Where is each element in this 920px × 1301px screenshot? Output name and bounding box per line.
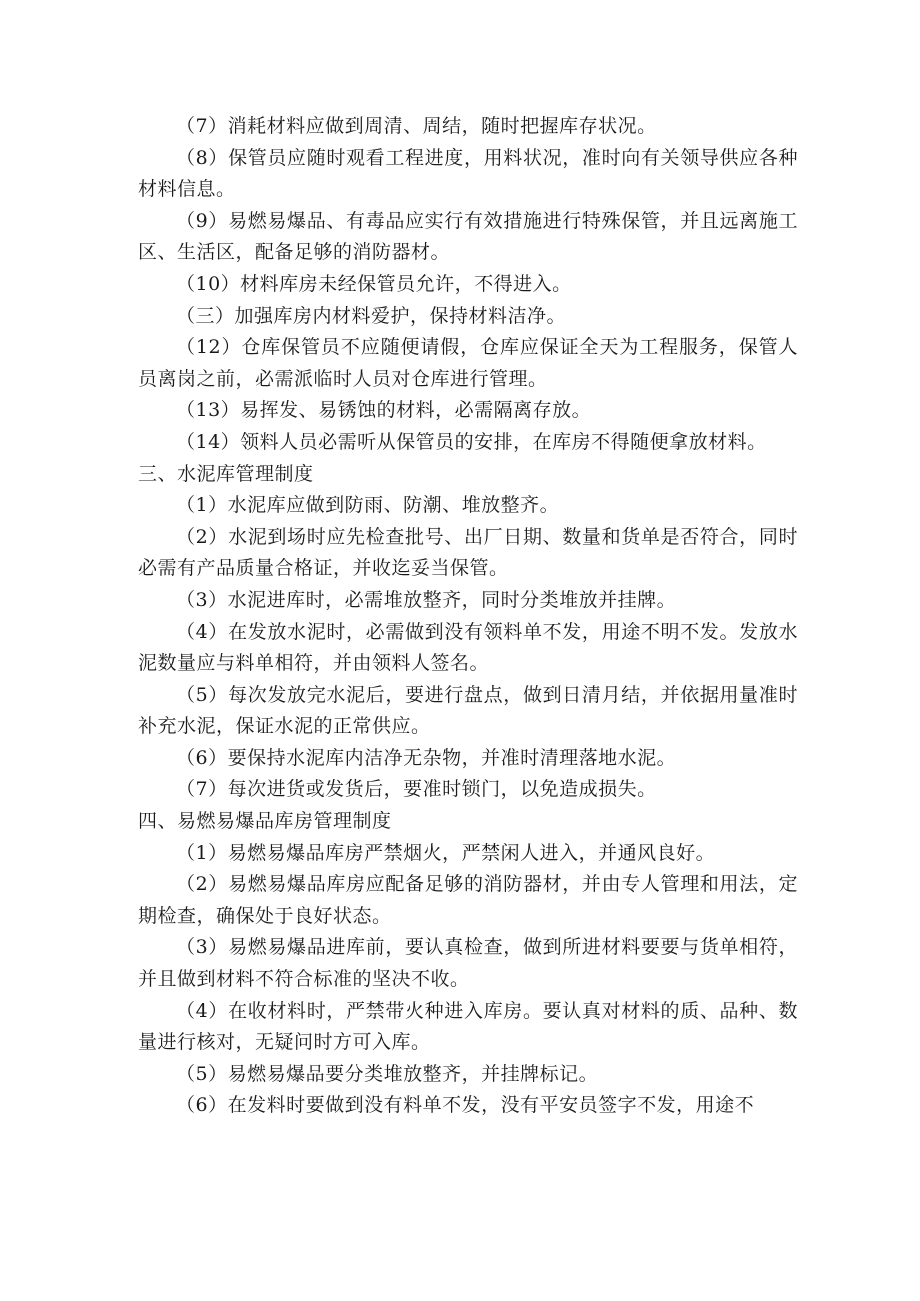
paragraph: （三）加强库房内材料爱护，保持材料洁净。 <box>176 304 567 327</box>
paragraph: （14）领料人员必需听从保管员的安排，在库房不得随便拿放材料。 <box>176 430 767 453</box>
paragraph: （2）易燃易爆品库房应配备足够的消防器材，并由专人管理和用法，定期检查，确保处于良好状态。 <box>138 873 798 927</box>
paragraph: （1）水泥库应做到防雨、防潮、堆放整齐。 <box>176 494 560 517</box>
paragraph: （3）水泥进库时，必需堆放整齐，同时分类堆放并挂牌。 <box>176 588 677 611</box>
paragraph: （5）易燃易爆品要分类堆放整齐，并挂牌标记。 <box>176 1062 599 1085</box>
paragraph: （4）在收材料时，严禁带火种进入库房。要认真对材料的质、品种、数量进行核对，无疑问时方可入库。 <box>138 999 798 1054</box>
paragraph: （5）每次发放完水泥后，要进行盘点，做到日清月结，并依据用量准时补充水泥，保证水泥的正常供应。 <box>138 683 798 738</box>
paragraph: （13）易挥发、易锈蚀的材料，必需隔离存放。 <box>176 399 592 422</box>
document-body <box>138 111 798 1122</box>
paragraph: （7）消耗材料应做到周清、周结，随时把握库存状况。 <box>176 115 657 137</box>
paragraph: （7）每次进货或发货后，要准时锁门，以免造成损失。 <box>176 778 657 801</box>
paragraph: （8）保管员应随时观看工程进度，用料状况，准时向有关领导供应各种材料信息。 <box>138 146 798 201</box>
section-heading: 四、易燃易爆品库房管理制度 <box>138 810 392 833</box>
paragraph: （2）水泥到场时应先检查批号、出厂日期、数量和货单是否符合，同时必需有产品质量合格证，并收迄妥当保管。 <box>138 525 798 580</box>
paragraph: （6）在发料时要做到没有料单不发，没有平安员签字不发，用途不 <box>176 1094 755 1117</box>
paragraph: （12）仓库保管员不应随便请假，仓库应保证全天为工程服务，保管人员离岗之前，必需派临时人员对仓库进行管理。 <box>138 336 798 390</box>
paragraph: （3）易燃易爆品进库前，要认真检查，做到所进材料要要与货单相符，并且做到材料不符合标准的坚决不收。 <box>138 936 798 991</box>
paragraph: （10）材料库房未经保管员允许，不得进入。 <box>176 272 572 295</box>
paragraph: （1）易燃易爆品库房严禁烟火，严禁闲人进入，并通风良好。 <box>176 841 716 864</box>
paragraph: （4）在发放水泥时，必需做到没有领料单不发，用途不明不发。发放水泥数量应与料单相符，并由领料人签名。 <box>138 620 798 675</box>
paragraph: （9）易燃易爆品、有毒品应实行有效措施进行特殊保管，并且远离施工区、生活区，配备足够的消防器材。 <box>138 209 798 264</box>
paragraph: （6）要保持水泥库内洁净无杂物，并准时清理落地水泥。 <box>176 746 677 769</box>
section-heading: 三、水泥库管理制度 <box>138 462 314 485</box>
